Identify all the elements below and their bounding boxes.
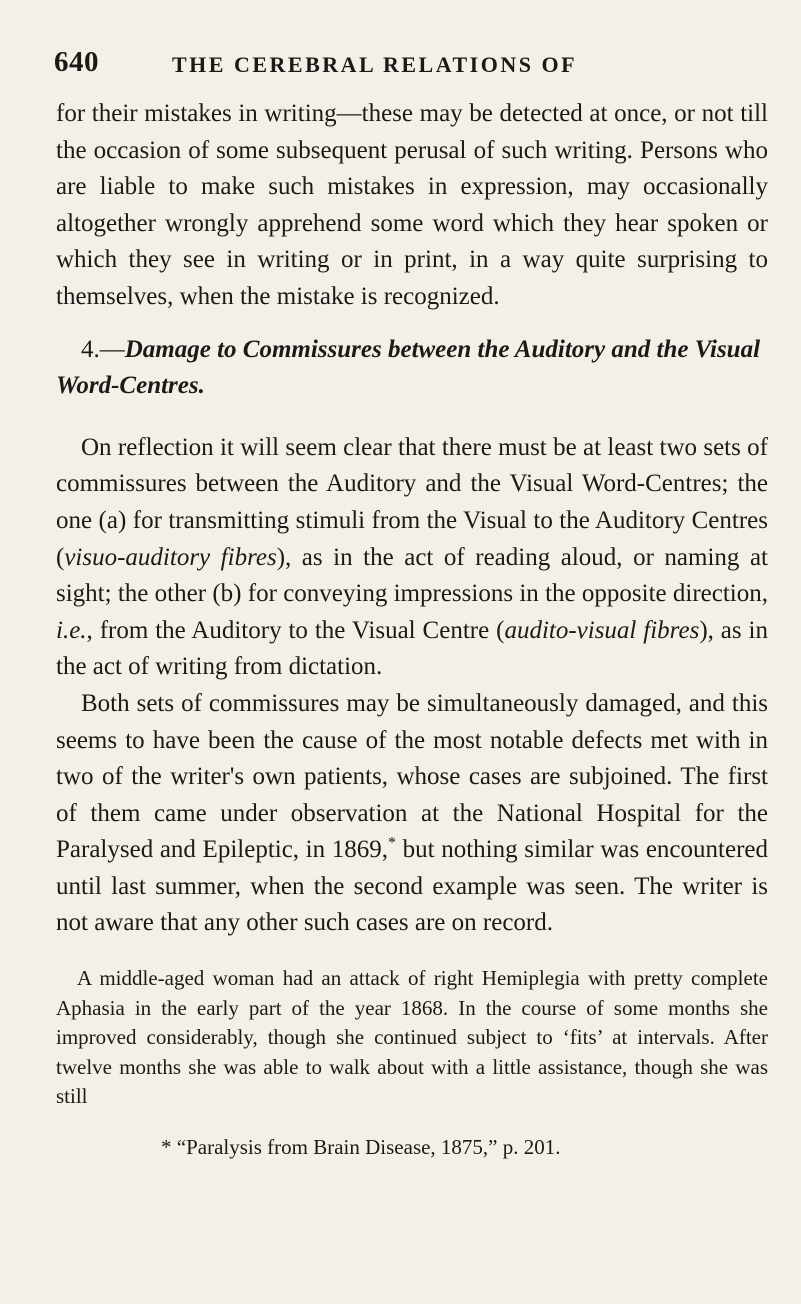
section-title: Damage to Commissures between the Auditory and the Visual Word-Centres. xyxy=(56,335,761,400)
text-run: , from the Auditory to the Visual Centre ( xyxy=(86,616,505,644)
footnote-marker: * xyxy=(388,834,397,852)
running-head: THE CEREBRAL RELATIONS OF xyxy=(172,52,578,77)
text-run: ), as in the act of reading aloud, or naming at sight; the other (b) for conveying impressions in the opposite direction, xyxy=(56,543,768,608)
book-page xyxy=(56,46,768,1183)
text-run: ), as in the act of writing from dictation. xyxy=(56,616,768,681)
italic-term: visuo-auditory fibres xyxy=(64,543,277,571)
section-number: 4.— xyxy=(81,335,125,363)
page-header xyxy=(56,46,768,92)
footnote: * “Paralysis from Brain Disease, 1875,” p. 201. xyxy=(161,1135,561,1160)
text-run: On reflection it will seem clear that there must be at least two sets of commissures between the Auditory and the Visual Word-Centres; the one (a) for transmitting stimuli from the Visual to the Auditory Centres ( xyxy=(56,433,768,571)
text-run: but nothing similar was encountered until last summer, when the second example was seen. The writer is not aware that any other such cases are on record. xyxy=(56,836,768,937)
italic-term: i.e. xyxy=(56,616,87,644)
paragraph-cases xyxy=(56,686,768,942)
page-number: 640 xyxy=(54,46,99,78)
text-run: Both sets of commissures may be simultaneously damaged, and this seems to have been the cause of the most notable defects met with in two of the writer's own patients, whose cases are subjoined. The first of them came under observation at the National Hospital for the Paralysed and Epileptic, in 1869, xyxy=(56,689,768,864)
paragraph-commissures xyxy=(56,430,768,686)
section-heading xyxy=(56,332,768,405)
paragraph-continued: for their mistakes in writing—these may be detected at once, or not till the occasion of some subsequent perusal of such writing. Persons who are liable to make such mistakes in expression, may occasionally altogether wrongly apprehend some word which they hear spoken or which they see in writing or in print, in a way quite surprising to themselves, when the mistake is recognized. xyxy=(56,100,768,310)
case-report: A middle-aged woman had an attack of right Hemiplegia with pretty complete Aphasia in the early part of the year 1868. In the course of some months she improved considerably, though she continued subject to ‘fits’ at intervals. After twelve months she was able to walk about with a little assistance, though she was still xyxy=(56,966,768,1109)
italic-term: audito-visual fibres xyxy=(504,616,700,644)
